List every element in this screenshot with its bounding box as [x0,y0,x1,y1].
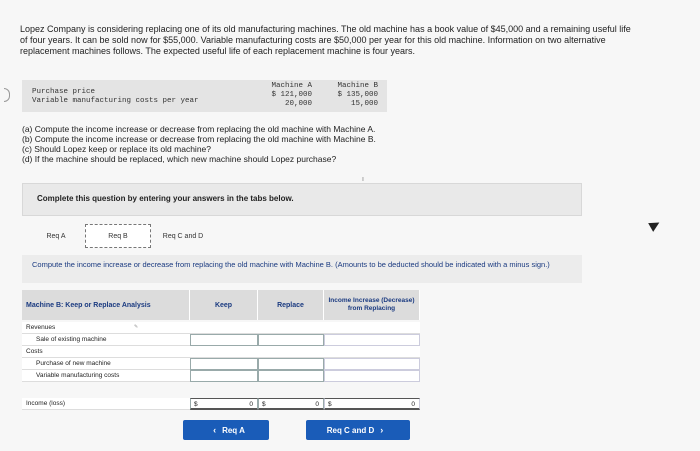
mouse-cursor-icon [648,218,662,232]
machine-table [22,80,387,112]
machine-b-variable: 15,000 [350,100,378,108]
sale-change-cell [324,334,420,346]
machine-a-price: $ 121,000 [271,91,312,99]
machine-a-variable: 20,000 [284,100,312,108]
variable-costs-label: Variable manufacturing costs per year [32,97,199,105]
income-change-header: Income Increase (Decrease) from Replacing [324,290,420,320]
variable-costs-row-label: Variable manufacturing costs [36,372,120,379]
purchase-price-label: Purchase price [32,88,96,96]
currency-symbol: $ [328,401,332,408]
question-d: (d) If the machine should be replaced, which new machine should Lopez purchase? [22,154,337,164]
currency-symbol: $ [262,401,266,408]
purchase-change-cell [324,358,420,370]
table-row [22,346,420,358]
machine-b-header: Machine B [337,82,378,90]
keep-header: Keep [190,290,258,320]
income-keep-cell [190,398,258,410]
income-loss-label: Income (loss) [26,400,66,407]
next-req-c-and-d-button[interactable] [306,420,410,440]
chevron-left-icon: ‹ [213,425,217,435]
instruction-banner: Complete this question by entering your answers in the tabs below. [22,183,582,216]
tab-req-b[interactable]: Req B [85,224,151,248]
sale-existing-label: Sale of existing machine [36,336,107,343]
tab-req-a[interactable]: Req A [46,232,66,240]
req-b-instruction: Compute the income increase or decrease from replacing the old machine with Machine B. (Amounts to be deducted should be indicated with a minus sign.) [22,255,582,283]
income-replace-value: 0 [315,401,319,408]
variable-replace-input[interactable] [258,370,324,382]
income-replace-cell [258,398,324,410]
next-button-label: Req C and D [326,425,375,435]
variable-keep-input[interactable] [190,370,258,382]
question-list [22,124,376,164]
chevron-right-icon: › [380,425,384,435]
prev-button-label: Req A [222,425,245,435]
replace-header: Replace [258,290,324,320]
costs-label: Costs [26,348,43,355]
text-caret-icon: ı [362,176,364,183]
analysis-title: Machine B: Keep or Replace Analysis [22,290,190,320]
table-row [22,358,420,370]
currency-symbol: $ [194,401,198,408]
sale-keep-input[interactable] [190,334,258,346]
purchase-new-label: Purchase of new machine [36,360,111,367]
table-row [22,334,420,346]
variable-change-cell [324,370,420,382]
tab-bar [27,224,215,248]
question-c: (c) Should Lopez keep or replace its old machine? [22,144,211,154]
analysis-table [22,290,420,410]
tab-req-c-and-d[interactable]: Req C and D [162,232,204,240]
table-row [22,370,420,382]
prev-req-a-button[interactable] [183,420,269,440]
purchase-replace-input[interactable] [258,358,324,370]
income-keep-value: 0 [249,401,253,408]
note-icon: ✎ [134,324,139,330]
bracket-icon [4,88,10,102]
machine-b-price: $ 135,000 [337,91,378,99]
question-a: (a) Compute the income increase or decrease from replacing the old machine with Machine A. [22,124,376,134]
income-change-value: 0 [411,401,415,408]
purchase-keep-input[interactable] [190,358,258,370]
machine-a-header: Machine A [271,82,312,90]
question-b: (b) Compute the income increase or decrease from replacing the old machine with Machine B. [22,134,376,144]
revenues-label: Revenues [26,324,56,331]
sale-replace-input[interactable] [258,334,324,346]
table-row [22,322,420,334]
problem-text: Lopez Company is considering replacing one of its old manufacturing machines. The old machine has a book value of $45,000 and a remaining useful life of four years. It can be sold now for $55,000. Variable manufacturing costs are $50,000 per year for this old machine. Information on two alternative replacement machines follows. The expected useful life of each replacement machine is four years. [20,24,631,56]
table-row [22,398,420,410]
income-change-cell [324,398,420,410]
